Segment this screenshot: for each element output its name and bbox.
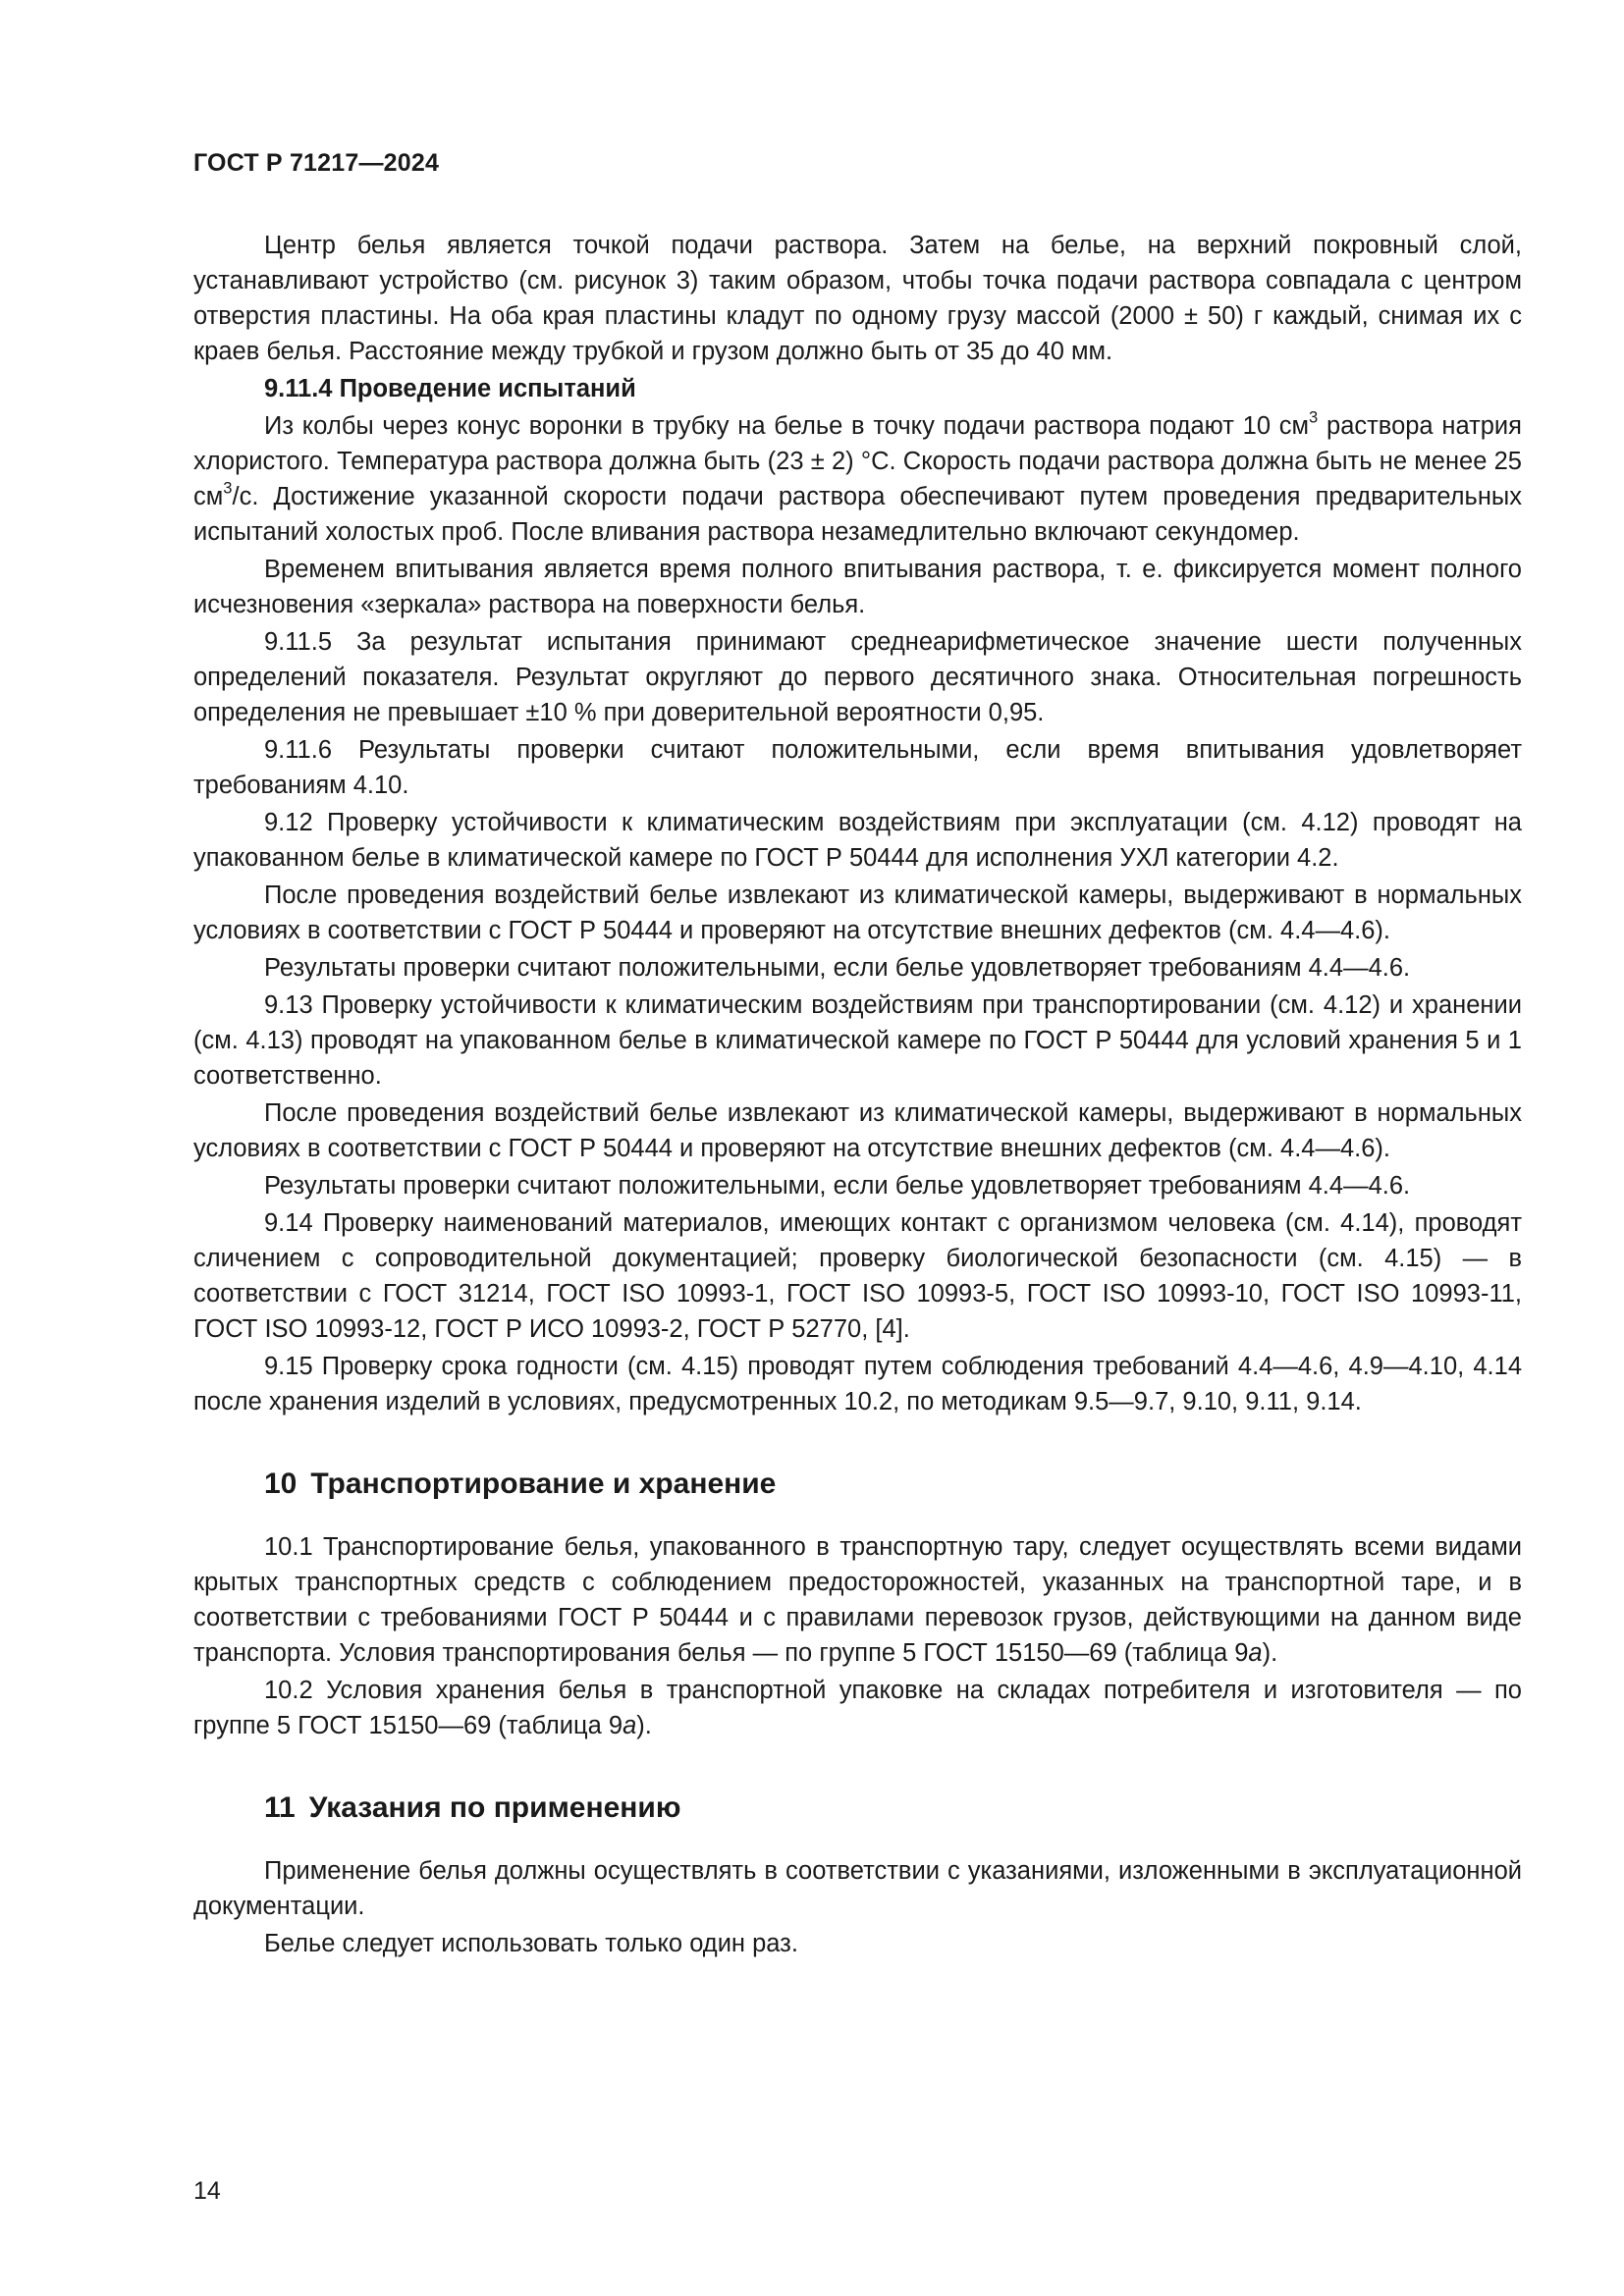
paragraph: Белье следует использовать только один раз.	[264, 1930, 798, 1957]
text-run: Из колбы через конус воронки в трубку на белье в точку подачи раствора подают 10 см	[264, 412, 1310, 440]
superscript: 3	[223, 478, 233, 498]
text-run: ).	[1262, 1639, 1278, 1667]
text-run: ).	[636, 1712, 652, 1739]
paragraph: Временем впитывания является время полного впитывания раствора, т. е. фиксируется момент полного исчезновения «зеркала» раствора на поверхности белья.	[193, 556, 1522, 618]
paragraph: После проведения воздействий белье извлекают из климатической камеры, выдерживают в нормальных условиях в соответствии с ГОСТ Р 50444 и проверяют на отсутствие внешних дефектов (см. 4.4—4.6).	[193, 1099, 1522, 1162]
paragraph: 9.15 Проверку срока годности (см. 4.15) проводят путем соблюдения требований 4.4—4.6, 4.9—4.10, 4.14 после хранения изделий в условиях, предусмотренных 10.2, по методикам 9.5—9.7, 9.10, 9.11, 9.14.	[193, 1353, 1522, 1415]
paragraph	[193, 1529, 1522, 1671]
section-number: 10	[264, 1468, 298, 1500]
section-heading-10	[264, 1465, 1522, 1504]
paragraph: 9.13 Проверку устойчивости к климатическим воздействиям при транспортировании (см. 4.12) и хранении (см. 4.13) проводят на упакованном белье в климатической камере по ГОСТ Р 50444 для условий хранения 5 и 1 соответственно.	[193, 991, 1522, 1090]
paragraph: Применение белья должны осуществлять в соответствии с указаниями, изложенными в эксплуатационной документации.	[193, 1857, 1522, 1920]
text-run: 10.2 Условия хранения белья в транспортной упаковке на складах потребителя и изготовителя — по группе 5 ГОСТ 15150—69 (таблица 9	[193, 1677, 1522, 1739]
section-number: 11	[264, 1791, 296, 1824]
page-number: 14	[193, 2177, 221, 2205]
superscript: 3	[1309, 407, 1319, 427]
text-run: /с. Достижение указанной скорости подачи раствора обеспечивают путем проведения предварительных испытаний холостых проб. После вливания раствора незамедлительно включают секундомер.	[193, 483, 1522, 546]
paragraph: 9.11.5 За результат испытания принимают среднеарифметическое значение шести полученных определений показателя. Результат округляют до первого десятичного знака. Относительная погрешность определения не превышает ±10 % при доверительной вероятности 0,95.	[193, 628, 1522, 726]
paragraph: 9.14 Проверку наименований материалов, имеющих контакт с организмом человека (см. 4.14), проводят сличением с сопроводительной документацией; проверку биологической безопасности (см. 4.15) — в соответствии с ГОСТ 31214, ГОСТ ISO 10993-1, ГОСТ ISO 10993-5, ГОСТ ISO 10993-10, ГОСТ ISO 10993-11, ГОСТ ISO 10993-12, ГОСТ Р ИСО 10993-2, ГОСТ Р 52770, [4].	[193, 1209, 1522, 1343]
paragraph: Результаты проверки считают положительными, если белье удовлетворяет требованиям 4.4—4.6.	[264, 1172, 1411, 1200]
section-title: Указания по применению	[308, 1791, 681, 1824]
text-run: 10.1 Транспортирование белья, упакованного в транспортную тару, следует осуществлять всеми видами крытых транспортных средств с соблюдением предосторожностей, указанных на транспортной таре, и в соответствии с требованиями ГОСТ Р 50444 и с правилами перевозок грузов, действующими на данном виде транспорта. Условия транспортирования белья — по группе 5 ГОСТ 15150—69 (таблица 9	[193, 1533, 1522, 1667]
paragraph	[193, 1673, 1522, 1743]
text-run: раствора натрия хлористого. Температура раствора должна быть (23 ± 2) °С. Скорость подачи раствора должна быть не менее 25 см	[193, 412, 1522, 510]
paragraph: 9.11.6 Результаты проверки считают положительными, если время впитывания удовлетворяет требованиям 4.10.	[193, 736, 1522, 799]
section-heading-11	[264, 1789, 1522, 1828]
section-title: Транспортирование и хранение	[310, 1468, 777, 1500]
document-code-header: ГОСТ Р 71217—2024	[193, 149, 440, 177]
paragraph: 9.12 Проверку устойчивости к климатическим воздействиям при эксплуатации (см. 4.12) проводят на упакованном белье в климатической камере по ГОСТ Р 50444 для исполнения УХЛ категории 4.2.	[193, 809, 1522, 872]
subsection-heading-9-11-4: 9.11.4 Проведение испытаний	[264, 375, 636, 402]
paragraph: Результаты проверки считают положительными, если белье удовлетворяет требованиям 4.4—4.6.	[264, 954, 1411, 982]
paragraph: После проведения воздействий белье извлекают из климатической камеры, выдерживают в нормальных условиях в соответствии с ГОСТ Р 50444 и проверяют на отсутствие внешних дефектов (см. 4.4—4.6).	[193, 881, 1522, 944]
italic-run: а	[623, 1712, 637, 1739]
paragraph	[193, 408, 1522, 550]
page-content	[193, 228, 1522, 1963]
paragraph: Центр белья является точкой подачи раствора. Затем на белье, на верхний покровный слой, устанавливают устройство (см. рисунок 3) таким образом, чтобы точка подачи раствора совпадала с центром отверстия пластины. На оба края пластины кладут по одному грузу массой (2000 ± 50) г каждый, снимая их с краев белья. Расстояние между трубкой и грузом должно быть от 35 до 40 мм.	[193, 232, 1522, 365]
italic-run: а	[1248, 1639, 1263, 1667]
